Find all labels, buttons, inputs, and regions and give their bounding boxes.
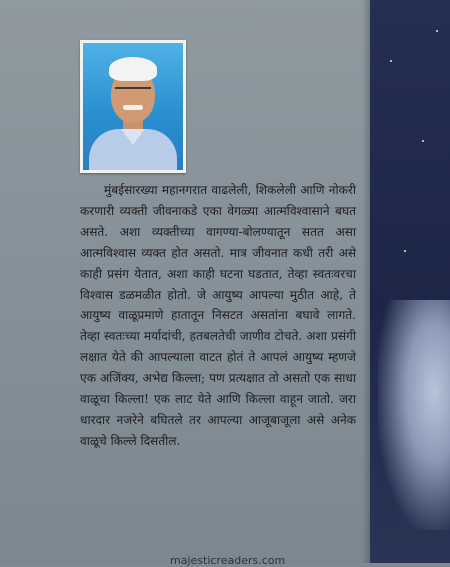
star: [422, 140, 424, 142]
portrait-glasses: [115, 87, 151, 99]
star: [390, 60, 392, 62]
star: [404, 250, 406, 252]
back-cover-blurb: मुंबईसारख्या महानगरात वाढलेली, शिकलेली आणि नोकरी करणारी व्यक्ती जीवनाकडे एका वेगळ्या आत्मविश्वासाने बघत असते. अशा व्यक्तीच्या वागण्या-बोलण्यातून सतत असा आत्मविश्वास व्यक्त होत असतो. मात्र जीवनात कधी तरी असे काही प्रसंग येतात, अशा काही घटना घडतात, तेव्हा स्वतःवरचा विश्वास डळमळीत होतो. जे आयुष्य आपल्या मुठीत आहे, ते आयुष्य वाळूप्रमाणे हातातून निसटत असतांना बघावे लागते. तेव्हा स्वतःच्या मर्यादांची, हतबलतेची जाणीव टोचते. अशा प्रसंगी लक्षात येते की आपल्याला वाटत होतं ते आपलं आयुष्य म्हणजे एक अजिंक्य, अभेद्य किल्ला; पण प्रत्यक्षात तो असतो एक साधा वाळूचा किल्ला! एक लाट येते आणि किल्ला वाहून जातो. जरा धारदार नजरेने बघितले तर आपल्या आजूबाजूला असे अनेक वाळूचे किल्ले दिसतील.: [80, 183, 356, 448]
portrait-hair: [109, 57, 157, 81]
author-photo: [80, 40, 186, 173]
portrait-mustache: [123, 105, 143, 110]
cover-glow: [378, 300, 450, 530]
star: [436, 30, 438, 32]
publisher-website: majesticreaders.com: [170, 554, 286, 567]
author-portrait: [83, 43, 183, 170]
